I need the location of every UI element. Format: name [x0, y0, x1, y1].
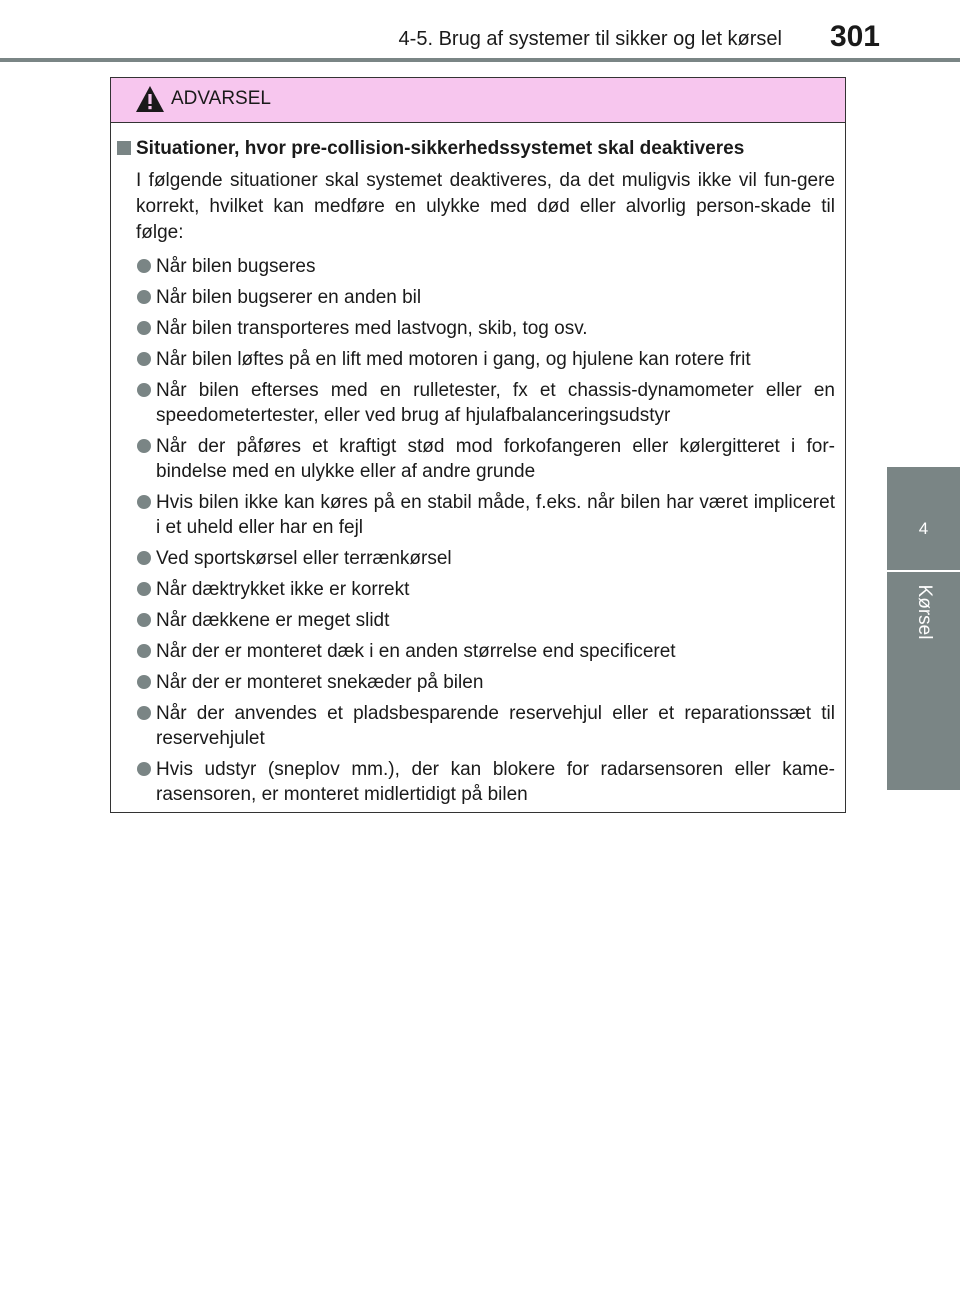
list-item [111, 490, 845, 540]
round-bullet-icon [137, 551, 151, 565]
section-title: 4-5. Brug af systemer til sikker og let kørsel [398, 28, 782, 50]
list-item [111, 670, 845, 695]
round-bullet-icon [137, 439, 151, 453]
list-item-text: Hvis udstyr (sneplov mm.), der kan blokere for radarsensoren eller kame-rasensoren, er monteret midlertidigt på bilen [156, 759, 835, 805]
list-item [111, 254, 845, 279]
list-item [111, 608, 845, 633]
round-bullet-icon [137, 613, 151, 627]
list-item [111, 434, 845, 484]
round-bullet-icon [137, 259, 151, 273]
list-item-text: Når bilen bugseres [156, 256, 316, 277]
list-item-text: Når der påføres et kraftigt stød mod forkofangeren eller kølergitteret i for-bindelse med en ulykke eller af andre grunde [156, 436, 835, 482]
warning-header [111, 78, 845, 123]
round-bullet-icon [137, 321, 151, 335]
round-bullet-icon [137, 675, 151, 689]
warning-body [111, 136, 845, 807]
page-number: 301 [829, 20, 880, 53]
chapter-number-box [887, 467, 960, 572]
list-item-text: Når dæktrykket ikke er korrekt [156, 579, 410, 600]
round-bullet-icon [137, 383, 151, 397]
round-bullet-icon [137, 495, 151, 509]
warning-label: ADVARSEL [171, 88, 271, 109]
list-item [111, 347, 845, 372]
list-item-text: Når bilen transporteres med lastvogn, skib, tog osv. [156, 318, 588, 339]
list-item-text: Når der anvendes et pladsbesparende reservehjul eller et reparationssæt til reservehjulet [156, 703, 835, 749]
list-item [111, 701, 845, 751]
warning-box [110, 77, 846, 813]
chapter-side-tab [887, 467, 960, 790]
header-rule [0, 58, 960, 62]
list-item [111, 757, 845, 807]
round-bullet-icon [137, 582, 151, 596]
list-item [111, 378, 845, 428]
page-header [0, 0, 960, 62]
warning-triangle-icon [135, 85, 165, 113]
round-bullet-icon [137, 706, 151, 720]
situation-list [111, 254, 845, 807]
list-item-text: Når bilen løftes på en lift med motoren i gang, og hjulene kan rotere frit [156, 349, 751, 370]
warning-intro: I følgende situationer skal systemet deaktiveres, da det muligvis ikke vil fun-gere korrekt, hvilket kan medføre en ulykke med død eller alvorlig person-skade til følge: [136, 170, 835, 243]
list-item-text: Når dækkene er meget slidt [156, 610, 390, 631]
list-item-text: Når der er monteret dæk i en anden størrelse end specificeret [156, 641, 676, 662]
list-item-text: Hvis bilen ikke kan køres på en stabil måde, f.eks. når bilen har været impliceret i et uheld eller har en fejl [156, 492, 835, 538]
warning-heading-text: Situationer, hvor pre-collision-sikkerhedssystemet skal deaktiveres [136, 138, 745, 159]
list-item-text: Når der er monteret snekæder på bilen [156, 672, 484, 693]
list-item [111, 639, 845, 664]
round-bullet-icon [137, 762, 151, 776]
list-item [111, 316, 845, 341]
square-bullet-icon [117, 141, 131, 155]
list-item-text: Når bilen bugserer en anden bil [156, 287, 422, 308]
list-item [111, 577, 845, 602]
chapter-number: 4 [918, 519, 929, 538]
round-bullet-icon [137, 352, 151, 366]
round-bullet-icon [137, 644, 151, 658]
list-item [111, 546, 845, 571]
warning-heading [111, 136, 845, 162]
round-bullet-icon [137, 290, 151, 304]
chapter-name: Kørsel [913, 584, 935, 640]
list-item-text: Ved sportskørsel eller terrænkørsel [156, 548, 452, 569]
list-item-text: Når bilen efterses med en rulletester, fx et chassis-dynamometer eller en speedometertester, eller ved brug af hjulafbalanceringsudstyr [156, 380, 835, 426]
list-item [111, 285, 845, 310]
